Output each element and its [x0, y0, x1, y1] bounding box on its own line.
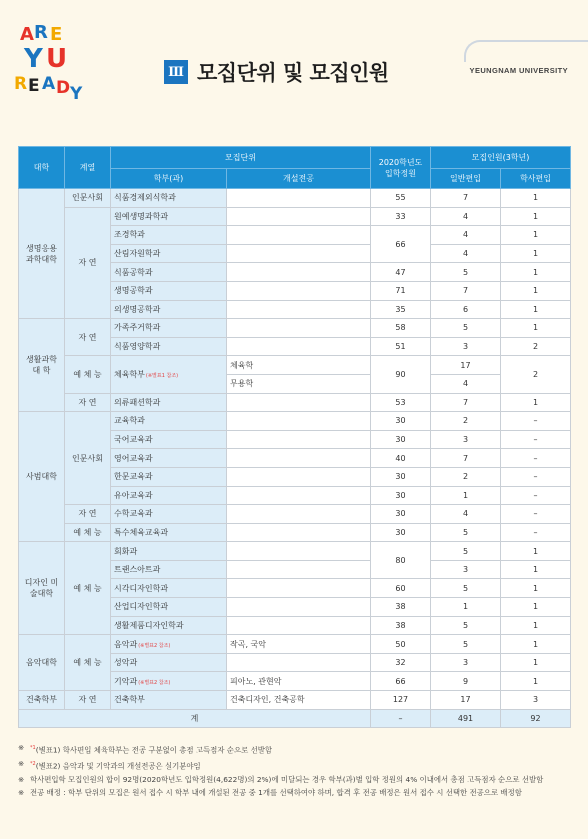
major-cell: [227, 616, 371, 635]
bachelor-cell: 1: [501, 263, 571, 282]
bachelor-cell: –: [501, 467, 571, 486]
are-you-ready-logo: A R E Y U R E A D Y: [14, 22, 83, 104]
general-cell: 7: [431, 281, 501, 300]
major-cell: [227, 653, 371, 672]
univ-cell: 음악대학: [19, 635, 65, 691]
major-cell: [227, 505, 371, 524]
bachelor-cell: 3: [501, 691, 571, 710]
header-recruit-group: 모집인원(3학년): [431, 147, 571, 169]
dept-cell: 음악과(※별표2 참조): [111, 635, 227, 654]
general-cell: 4: [431, 374, 501, 393]
major-cell: [227, 244, 371, 263]
total-bachelor: 92: [501, 709, 571, 728]
major-cell: [227, 542, 371, 561]
general-cell: 5: [431, 616, 501, 635]
dept-cell: 식품공학과: [111, 263, 227, 282]
univ-cell: 사범대학: [19, 412, 65, 542]
bachelor-cell: 1: [501, 560, 571, 579]
dept-cell: 식품경제외식학과: [111, 189, 227, 208]
dept-note: (※별표2 참조): [138, 642, 171, 649]
table-row: [19, 542, 571, 561]
bachelor-cell: 1: [501, 579, 571, 598]
table-row: [19, 412, 571, 431]
table-row: [19, 505, 571, 524]
general-cell: 7: [431, 449, 501, 468]
dept-note: (※별표1 참조): [145, 372, 179, 379]
quota-cell: 80: [371, 542, 431, 579]
quota-cell: 51: [371, 337, 431, 356]
header-unit-group: 모집단위: [111, 147, 371, 169]
bachelor-cell: 1: [501, 319, 571, 338]
quota-cell: 30: [371, 505, 431, 524]
univ-cell: 건축학부: [19, 691, 65, 710]
bachelor-cell: 1: [501, 207, 571, 226]
dept-cell: 의류패션학과: [111, 393, 227, 412]
table-row: [19, 393, 571, 412]
major-cell: [227, 393, 371, 412]
footnote: ※ 학사편입학 모집인원의 합이 92명(2020학년도 입학정원(4,622명)의 2%)에 미달되는 경우 학부(과)별 입학 정원의 4% 이내에서 총점 고득점자 순으로 선발함: [18, 774, 544, 784]
bachelor-cell: 1: [501, 635, 571, 654]
quota-cell: 40: [371, 449, 431, 468]
field-cell: 예 체 능: [65, 356, 111, 393]
general-cell: 5: [431, 635, 501, 654]
general-cell: 4: [431, 505, 501, 524]
dept-cell: 교육학과: [111, 412, 227, 431]
quota-cell: 58: [371, 319, 431, 338]
general-cell: 3: [431, 653, 501, 672]
bachelor-cell: –: [501, 523, 571, 542]
header-field: 계열: [65, 147, 111, 189]
table-row: [19, 691, 571, 710]
quota-cell: 38: [371, 598, 431, 617]
general-cell: 4: [431, 226, 501, 245]
field-cell: 자 연: [65, 505, 111, 524]
quota-cell: 30: [371, 412, 431, 431]
dept-cell: 유아교육과: [111, 486, 227, 505]
general-cell: 5: [431, 579, 501, 598]
university-name: YEUNGNAM UNIVERSITY: [469, 66, 568, 75]
quota-cell: 30: [371, 467, 431, 486]
table-row: [19, 635, 571, 654]
bachelor-cell: –: [501, 505, 571, 524]
bachelor-cell: 1: [501, 244, 571, 263]
quota-cell: 127: [371, 691, 431, 710]
header-decoration: [464, 40, 588, 62]
bachelor-cell: 1: [501, 653, 571, 672]
general-cell: 3: [431, 337, 501, 356]
major-cell: 작곡, 국악: [227, 635, 371, 654]
quota-cell: 32: [371, 653, 431, 672]
univ-cell: 디자인 미술대학: [19, 542, 65, 635]
header-univ: 대학: [19, 147, 65, 189]
page-title: [164, 56, 389, 88]
major-cell: [227, 467, 371, 486]
major-cell: [227, 189, 371, 208]
footnote: ※ 전공 배정 : 학부 단위의 모집은 원서 접수 시 학부 내에 개설된 전공 중 1개를 선택하여야 하며, 합격 후 전공 배정은 원서 접수 시 선택한 전공으로 배정함: [18, 788, 522, 798]
recruitment-table: [18, 146, 571, 728]
field-cell: 자 연: [65, 319, 111, 356]
major-cell: [227, 300, 371, 319]
bachelor-cell: 1: [501, 300, 571, 319]
general-cell: 3: [431, 560, 501, 579]
major-cell: [227, 226, 371, 245]
quota-cell: 35: [371, 300, 431, 319]
general-cell: 7: [431, 393, 501, 412]
dept-cell: 의생명공학과: [111, 300, 227, 319]
bachelor-cell: 1: [501, 281, 571, 300]
dept-cell: 회화과: [111, 542, 227, 561]
bachelor-cell: 1: [501, 598, 571, 617]
quota-cell: 38: [371, 616, 431, 635]
field-cell: 자 연: [65, 393, 111, 412]
dept-cell: 성악과: [111, 653, 227, 672]
table-row: [19, 356, 571, 375]
quota-cell: 30: [371, 523, 431, 542]
dept-cell: 트랜스아트과: [111, 560, 227, 579]
major-cell: 건축디자인, 건축공학: [227, 691, 371, 710]
bachelor-cell: 1: [501, 672, 571, 691]
total-label: 계: [19, 709, 371, 728]
general-cell: 17: [431, 356, 501, 375]
univ-cell: 생활과학 대 학: [19, 319, 65, 412]
general-cell: 7: [431, 189, 501, 208]
header-quota: 2020학년도 입학정원: [371, 147, 431, 189]
total-general: 491: [431, 709, 501, 728]
major-cell: 체육학: [227, 356, 371, 375]
univ-cell: 생명응용 과학대학: [19, 189, 65, 319]
dept-cell: 특수체육교육과: [111, 523, 227, 542]
general-cell: 5: [431, 542, 501, 561]
general-cell: 5: [431, 523, 501, 542]
total-row: [19, 709, 571, 728]
quota-cell: 66: [371, 672, 431, 691]
general-cell: 1: [431, 486, 501, 505]
major-cell: [227, 263, 371, 282]
dept-cell: 국어교육과: [111, 430, 227, 449]
footnote: ※ $^{*2}$(별표2) 음악과 및 기악과의 개설전공은 실기분야임: [18, 758, 201, 771]
header-bachelor: 학사편입: [501, 169, 571, 189]
general-cell: 2: [431, 412, 501, 431]
bachelor-cell: 1: [501, 226, 571, 245]
general-cell: 9: [431, 672, 501, 691]
table-row: [19, 207, 571, 226]
field-cell: 예 체 능: [65, 523, 111, 542]
major-cell: [227, 486, 371, 505]
dept-note: (※별표2 참조): [138, 679, 171, 686]
bachelor-cell: 1: [501, 393, 571, 412]
major-cell: [227, 319, 371, 338]
general-cell: 3: [431, 430, 501, 449]
general-cell: 5: [431, 319, 501, 338]
major-cell: [227, 523, 371, 542]
major-cell: [227, 560, 371, 579]
general-cell: 4: [431, 207, 501, 226]
quota-cell: 53: [371, 393, 431, 412]
quota-cell: 60: [371, 579, 431, 598]
general-cell: 6: [431, 300, 501, 319]
field-cell: 인문사회: [65, 189, 111, 208]
general-cell: 5: [431, 263, 501, 282]
total-quota: –: [371, 709, 431, 728]
major-cell: [227, 281, 371, 300]
bachelor-cell: 1: [501, 616, 571, 635]
major-cell: 무용학: [227, 374, 371, 393]
footnote: ※ $^{*1}$(별표1) 학사편입 체육학부는 전공 구분없이 총점 고득점자 순으로 선발함: [18, 743, 272, 755]
major-cell: [227, 337, 371, 356]
table-row: [19, 189, 571, 208]
table-row: [19, 319, 571, 338]
dept-cell: 가족주거학과: [111, 319, 227, 338]
field-cell: 자 연: [65, 207, 111, 319]
dept-cell: 산업디자인학과: [111, 598, 227, 617]
dept-cell: 기악과(※별표2 참조): [111, 672, 227, 691]
major-cell: [227, 598, 371, 617]
dept-cell: 영어교육과: [111, 449, 227, 468]
major-cell: 피아노, 관현악: [227, 672, 371, 691]
header-major: 개설전공: [227, 169, 371, 189]
dept-cell: 수학교육과: [111, 505, 227, 524]
field-cell: 예 체 능: [65, 542, 111, 635]
bachelor-cell: 2: [501, 356, 571, 393]
footnotes: [18, 742, 574, 801]
dept-cell: 원예생명과학과: [111, 207, 227, 226]
quota-cell: 50: [371, 635, 431, 654]
dept-cell: 한문교육과: [111, 467, 227, 486]
quota-cell: 66: [371, 226, 431, 263]
major-cell: [227, 412, 371, 431]
header-dept: 학부(과): [111, 169, 227, 189]
dept-cell: 시각디자인학과: [111, 579, 227, 598]
header-general: 일반편입: [431, 169, 501, 189]
dept-cell: 체육학부(※별표1 참조): [111, 356, 227, 393]
dept-cell: 조경학과: [111, 226, 227, 245]
general-cell: 1: [431, 598, 501, 617]
table-row: [19, 523, 571, 542]
quota-cell: 55: [371, 189, 431, 208]
quota-cell: 30: [371, 430, 431, 449]
dept-cell: 산림자원학과: [111, 244, 227, 263]
bachelor-cell: –: [501, 449, 571, 468]
dept-cell: 건축학부: [111, 691, 227, 710]
page-title-text: 모집단위 및 모집인원: [197, 61, 389, 85]
general-cell: 2: [431, 467, 501, 486]
quota-cell: 33: [371, 207, 431, 226]
major-cell: [227, 579, 371, 598]
general-cell: 17: [431, 691, 501, 710]
quota-cell: 47: [371, 263, 431, 282]
dept-cell: 생활제품디자인학과: [111, 616, 227, 635]
bachelor-cell: 1: [501, 189, 571, 208]
field-cell: 인문사회: [65, 412, 111, 505]
major-cell: [227, 207, 371, 226]
bachelor-cell: –: [501, 430, 571, 449]
quota-cell: 71: [371, 281, 431, 300]
bachelor-cell: 1: [501, 542, 571, 561]
dept-cell: 생명공학과: [111, 281, 227, 300]
bachelor-cell: –: [501, 486, 571, 505]
bachelor-cell: 2: [501, 337, 571, 356]
field-cell: 예 체 능: [65, 635, 111, 691]
section-number: Ⅲ: [164, 60, 188, 84]
major-cell: [227, 449, 371, 468]
quota-cell: 90: [371, 356, 431, 393]
major-cell: [227, 430, 371, 449]
general-cell: 4: [431, 244, 501, 263]
bachelor-cell: –: [501, 412, 571, 431]
dept-cell: 식품영양학과: [111, 337, 227, 356]
quota-cell: 30: [371, 486, 431, 505]
field-cell: 자 연: [65, 691, 111, 710]
